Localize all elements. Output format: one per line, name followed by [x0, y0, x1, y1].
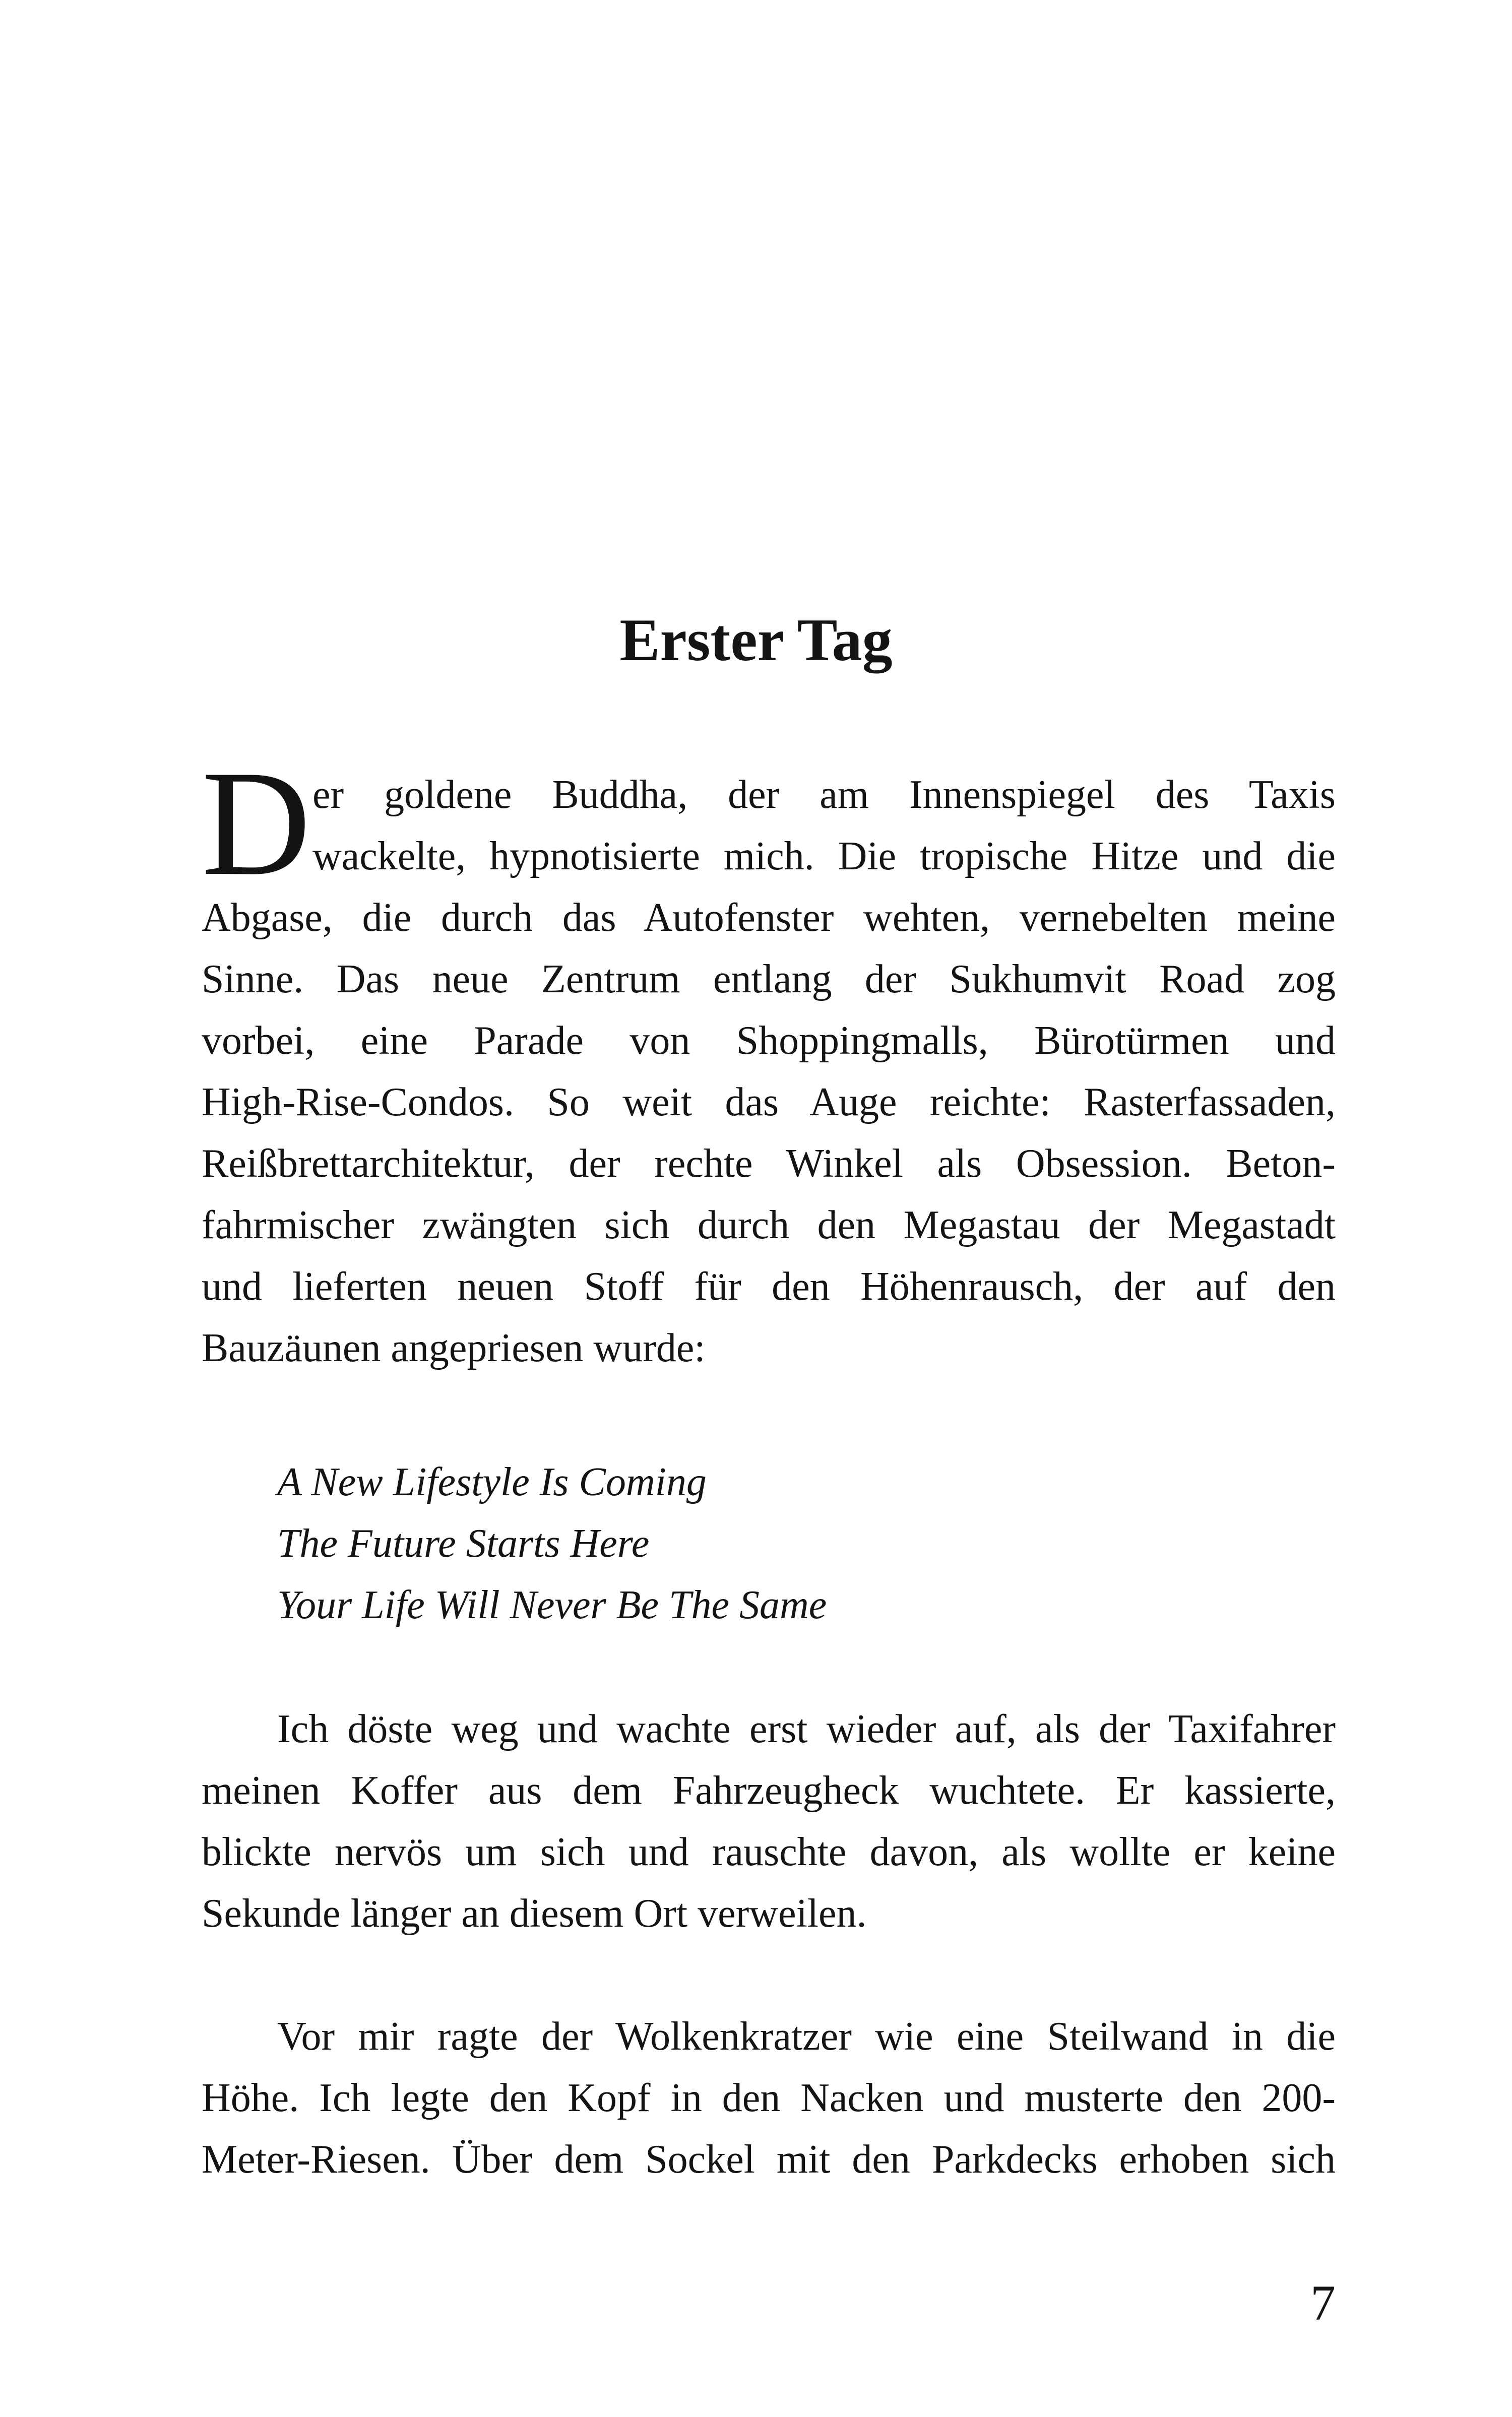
slogan: A New Lifestyle Is Coming	[277, 1460, 707, 1504]
text-line: er goldene Buddha, der am Innenspiegel des Taxis	[312, 773, 1336, 817]
text-line: Ich döste weg und wachte erst wieder auf, als der Taxifahrer	[277, 1707, 1336, 1751]
paragraph-3	[202, 2006, 1336, 2190]
drop-cap: D	[202, 739, 311, 907]
slogan: The Future Starts Here	[277, 1521, 650, 1566]
text-line: Höhe. Ich legte den Kopf in den Nacken und musterte den 200-	[202, 2076, 1336, 2120]
text-line: vorbei, eine Parade von Shoppingmalls, Bürotürmen und	[202, 1019, 1336, 1063]
text-line: fahrmischer zwängten sich durch den Megastau der Megastadt	[202, 1203, 1336, 1247]
page-number: 7	[1310, 2275, 1336, 2331]
text-line: Vor mir ragte der Wolkenkratzer wie eine Steilwand in die	[277, 2014, 1336, 2059]
text-line: Sekunde länger an diesem Ort verweilen.	[202, 1891, 867, 1936]
slogan-list	[277, 1451, 827, 1636]
text-line: wackelte, hypnotisierte mich. Die tropische Hitze und die	[312, 834, 1336, 878]
text-line: blickte nervös um sich und rauschte davon, als wollte er keine	[202, 1830, 1336, 1874]
text-line: Meter-Riesen. Über dem Sockel mit den Parkdecks erhoben sich	[202, 2137, 1336, 2182]
text-line: meinen Koffer aus dem Fahrzeugheck wuchtete. Er kassierte,	[202, 1768, 1336, 1813]
text-line: und lieferten neuen Stoff für den Höhenrausch, der auf den	[202, 1264, 1336, 1309]
text-line: Sinne. Das neue Zentrum entlang der Sukhumvit Road zog	[202, 957, 1336, 1001]
text-line: High-Rise-Condos. So weit das Auge reichte: Rasterfassaden,	[202, 1080, 1336, 1124]
slogan: Your Life Will Never Be The Same	[277, 1583, 827, 1627]
paragraph-2	[202, 1698, 1336, 1944]
text-line: Reißbrettarchitektur, der rechte Winkel als Obsession. Beton-	[202, 1141, 1336, 1186]
text-line: Abgase, die durch das Autofenster wehten, vernebelten meine	[202, 896, 1336, 940]
paragraph-1	[202, 764, 1336, 1379]
text-line: Bauzäunen angepriesen wurde:	[202, 1326, 706, 1370]
chapter-title: Erster Tag	[619, 606, 893, 673]
